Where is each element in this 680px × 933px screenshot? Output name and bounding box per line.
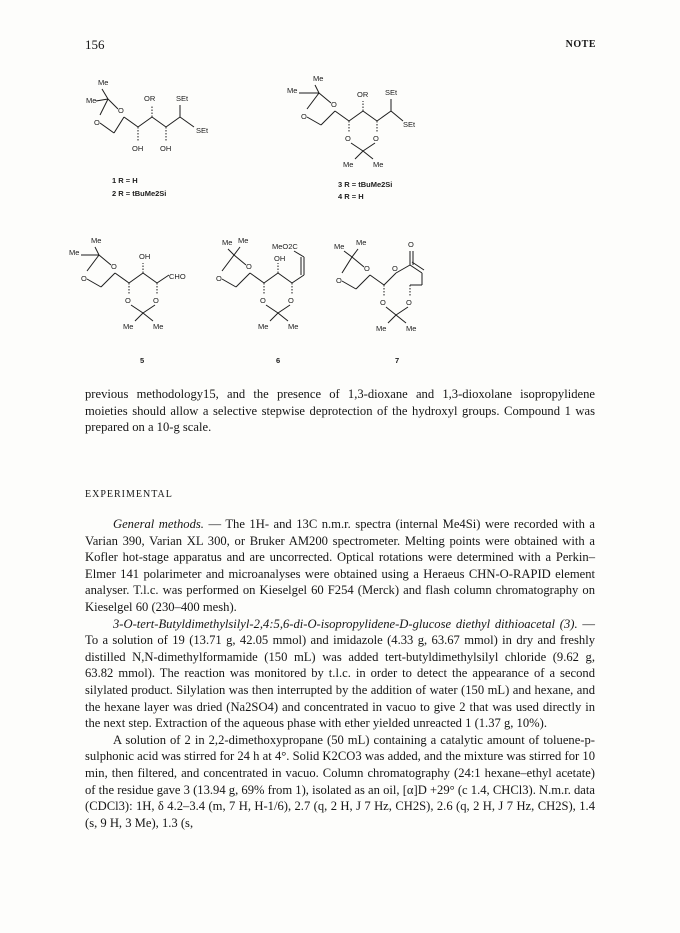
structure-7 (330, 235, 460, 335)
intro-text: previous methodology15, and the presence of 1,3-dioxane and 1,3-dioxolane isopropylidene moieties should allow a selective stepwise deprotection of the hydroxyl groups. Compound 1 was prepared on a 10-g scale. (85, 387, 595, 435)
general-methods-title: General methods. (113, 517, 204, 531)
label: OH (139, 252, 151, 261)
label: SEt (403, 120, 416, 129)
label: Me (406, 324, 417, 333)
general-methods-paragraph (85, 516, 595, 616)
structure-6 (200, 235, 340, 335)
label: Me (86, 96, 97, 105)
label: O (288, 296, 294, 305)
experimental-body (85, 516, 595, 831)
structure-3 (285, 75, 435, 175)
compound-label-4: 4 R = H (338, 192, 364, 201)
label: Me (238, 236, 249, 245)
label: O (118, 106, 124, 115)
label: SEt (385, 88, 398, 97)
compound-label-6: 6 (276, 356, 281, 365)
compound-label-7: 7 (395, 356, 400, 365)
label: OH (160, 144, 172, 153)
final-paragraph: A solution of 2 in 2,2-dimethoxypropane (50 mL) containing a catalytic amount of toluene-p-sulphonic acid was stirred for 24 h at 4°. Solid K2CO3 was added, and the mixture was stirred for 10 min, then filtered, and concentrated in vacuo. Column chromatography (24:1 hexane–ethyl acetate) of the residue gave 3 (13.94 g, 69% from 1), isolated as an oil, [α]D +29° (c 1.4, CHCl3). N.m.r. data (CDCl3): 1H, δ 4.2–3.4 (m, 7 H, H-1/6), 2.7 (q, 2 H, J 7 Hz, CH2S), 2.6 (q, 2 H, J 7 Hz, CH2S), 1.4 (s, 9 H, 3 Me), 1.3 (s, (85, 732, 595, 830)
label: O (364, 264, 370, 273)
label: O (216, 274, 222, 283)
compound-label-3: 3 R = tBuMe2Si (338, 180, 393, 189)
label: Me (313, 74, 324, 83)
compound-label-5: 5 (140, 356, 145, 365)
section-heading: EXPERIMENTAL (85, 489, 173, 500)
page-number: 156 (85, 37, 105, 52)
label: Me (376, 324, 387, 333)
compound-label-2: 2 R = tBuMe2Si (112, 189, 167, 198)
label: O (153, 296, 159, 305)
label: O (111, 262, 117, 271)
label: O (94, 118, 100, 127)
label: O (301, 112, 307, 121)
running-header: NOTE (565, 39, 596, 50)
label: O (408, 240, 414, 249)
label: O (336, 276, 342, 285)
label: O (380, 298, 386, 307)
label: Me (123, 322, 134, 331)
label: Me (91, 236, 102, 245)
structure-5 (65, 235, 215, 335)
label: Me (98, 78, 109, 87)
label: O (345, 134, 351, 143)
label: Me (153, 322, 164, 331)
label: Me (69, 248, 80, 257)
label: OR (144, 94, 156, 103)
label: Me (356, 238, 367, 247)
label: Me (373, 160, 384, 169)
label: O (392, 264, 398, 273)
label: Me (343, 160, 354, 169)
label: Me (288, 322, 299, 331)
label: OH (274, 254, 286, 263)
label: Me (287, 86, 298, 95)
label: Me (222, 238, 233, 247)
general-methods-text: — The 1H- and 13C n.m.r. spectra (internal Me4Si) were recorded with a Varian 390, Varian XL 300, or Bruker AM200 spectrometer. Melting points were obtained with a Kofler hot-stage apparatus and are uncorrected. Optical rotations were determined with a Perkin–Elmer 141 polarimeter and microanalyses were obtained using a Heraeus CHN-O-RAPID element analyser. T.l.c. was performed on Kieselgel 60 F254 (Merck) and flash column chromatography on Kieselgel 60 (230–400 mesh). (85, 517, 595, 614)
label: O (81, 274, 87, 283)
label: Me (334, 242, 345, 251)
label: OH (132, 144, 144, 153)
intro-paragraph (85, 386, 595, 436)
compound3-text: — To a solution of 19 (13.71 g, 42.05 mmol) and imidazole (4.33 g, 63.67 mmol) in dry and freshly distilled N,N-dimethylformamide (150 mL) was added tert-butyldimethylsilyl chloride (9.62 g, 63.82 mmol). The reaction was monitored by t.l.c. in order to detect the appearance of a second silylated product. Silylation was then interrupted by the addition of water (150 mL) and hexane, and the hexane layer was dried (Na2SO4) and concentrated in vacuo to give 2 that was used directly in the next step. Extraction of the aqueous phase with ether yielded unreacted 1 (1.37 g, 10%). (85, 616, 595, 731)
structure-1 (80, 75, 230, 175)
label: O (246, 262, 252, 271)
compound-label-1: 1 R = H (112, 176, 138, 185)
label: SEt (196, 126, 209, 135)
label: O (125, 296, 131, 305)
label: CHO (169, 272, 186, 281)
label: MeO2C (272, 242, 298, 251)
label: Me (258, 322, 269, 331)
label: O (260, 296, 266, 305)
label: O (373, 134, 379, 143)
label: O (331, 100, 337, 109)
label: SEt (176, 94, 189, 103)
label: OR (357, 90, 369, 99)
label: O (406, 298, 412, 307)
compound3-paragraph (85, 616, 595, 732)
compound3-title: 3-O-tert-Butyldimethylsilyl-2,4:5,6-di-O-isopropylidene-D-glucose diethyl dithioacetal (3). (113, 616, 578, 631)
